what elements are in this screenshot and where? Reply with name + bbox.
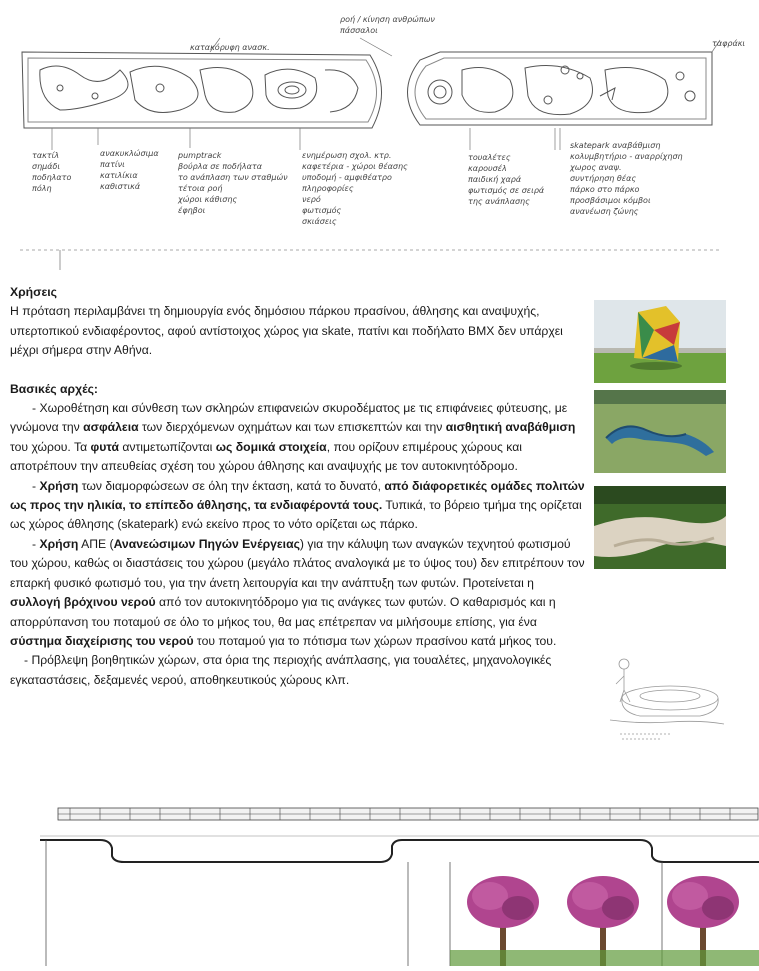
sketch-note: pumptrack βούρλα σε ποδήλατα το ανάπλαση των σταθμών τέτοια ροή χώροι κάθισης έφηβοι: [178, 151, 288, 215]
photo-climbing-sculpture: [594, 300, 726, 383]
heading-uses: Χρήσεις: [10, 285, 57, 299]
principle-4: - Πρόβλεψη βοηθητικών χώρων, στα όρια της περιοχής ανάπλασης, για τουαλέτες, μηχανολογικές εγκαταστάσεις, δεξαμενές νερού, αποθηκευτικούς χώρους κλπ.: [10, 653, 552, 687]
sketch-note: κατακόρυφη ανασκ.: [190, 43, 270, 52]
principle-3: - Χρήση ΑΠΕ (Ανανεώσιμων Πηγών Ενέργειας) για την κάλυψη των αναγκών τεχνητού φωτισμού του χώρου, καθώς οι διαστάσεις του χώρου (μεγάλο πλάτος αναλογικά με το ύψος του) δεν επιτρέπουν τον επαρκή φυσικό φωτισμό του, για την άνετη λειτουργία και την ανάπτυξη των φυτών. Προτείνεται η συλλογή βρόχινου νερού από τον αυτοκινητόδρομο για τις ανάγκες των φυτών. Ο καθαρισμός και η απορρύπανση του ποταμού σε όλο το μήκος του, θα μας επέτρεπαν να μιλήσουμε επίσης, για ένα σύστημα διαχείρισης του νερού του ποταμού για το πότισμα των χώρων πρασίνου κατά μήκος του.: [10, 536, 585, 648]
sketch-note: ενημέρωση σχολ. κτρ. καφετέρια - χώροι θέασης υποδομή - αμφιθέατρο πληροφορίες νερό φωτισμός σκιάσεις: [302, 151, 408, 226]
sketch-note: ανακυκλώσιμα πατίνι κατιλίκια καθιστικά: [100, 149, 159, 191]
principle-2: - Χρήση των διαμορφώσεων σε όλη την έκταση, κατά το δυνατό, από διάφορετικές ομάδες πολιτών ως προς την ηλικία, το επίπεδο άθλησης, τα ενδιαφέροντά τους. Τυπικά, το βόρειο τμήμα της ορίζεται ως χώρος άθλησης (skatepark) ενώ εκείνο προς το νότο ορίζεται ως πάρκο.: [10, 478, 585, 532]
perspective-sketch: [600, 650, 730, 745]
sketch-note: ροή / κίνηση ανθρώπων πάσσαλοι: [340, 15, 435, 35]
sketch-note: τουαλέτες καρουσέλ παιδική χαρά φωτισμός σε σειρά της ανάπλασης: [468, 153, 545, 206]
cross-section-drawing: [40, 800, 759, 966]
sketch-note: ταφράκι: [712, 39, 746, 48]
sketch-note: skatepark αναβάθμιση κολυμβητήριο - αναρρίχηση χωρος αναψ. συντήρηση θέας πάρκο στο πάρκο προσβάσιμοι κόμβοι ανανέωση ζώνης: [570, 141, 683, 216]
heading-principles: Βασικές αρχές:: [10, 381, 98, 396]
photo-skatepark: [594, 486, 726, 569]
sketch-note: τακτίλ σημάδι ποδηλατο πόλη: [32, 151, 72, 193]
description-text: [10, 283, 585, 690]
uses-paragraph: Η πρόταση περιλαμβάνει τη δημιουργία ενός δημόσιου πάρκου πρασίνου, άθλησης και αναψυχής, υπερτοπικού ενδιαφέροντος, αφού αντίστοιχος χώρος για skate, πατίνι και ποδήλατο BMX δεν υπάρχει μέχρι σήμερα στην Αθήνα.: [10, 304, 563, 358]
site-plan-sketch: [0, 0, 759, 280]
principle-1: - Χωροθέτηση και σύνθεση των σκληρών επιφανειών σκυροδέματος με τις επιφάνειες φύτευσης, με γνώμονα την ασφάλεια των διερχόμενων οχημάτων και των επισκεπτών και την αισθητική αναβάθμιση του χώρου. Τα φυτά αντιμετωπίζονται ως δομικά στοιχεία, που ορίζουν επιμέρους χώρους και αποτρέπουν την απευθείας σχέση του χώρου άθλησης και αναψυχής με τον αυτοκινητόδρομο.: [10, 401, 576, 474]
photo-pumptrack: [594, 390, 726, 473]
